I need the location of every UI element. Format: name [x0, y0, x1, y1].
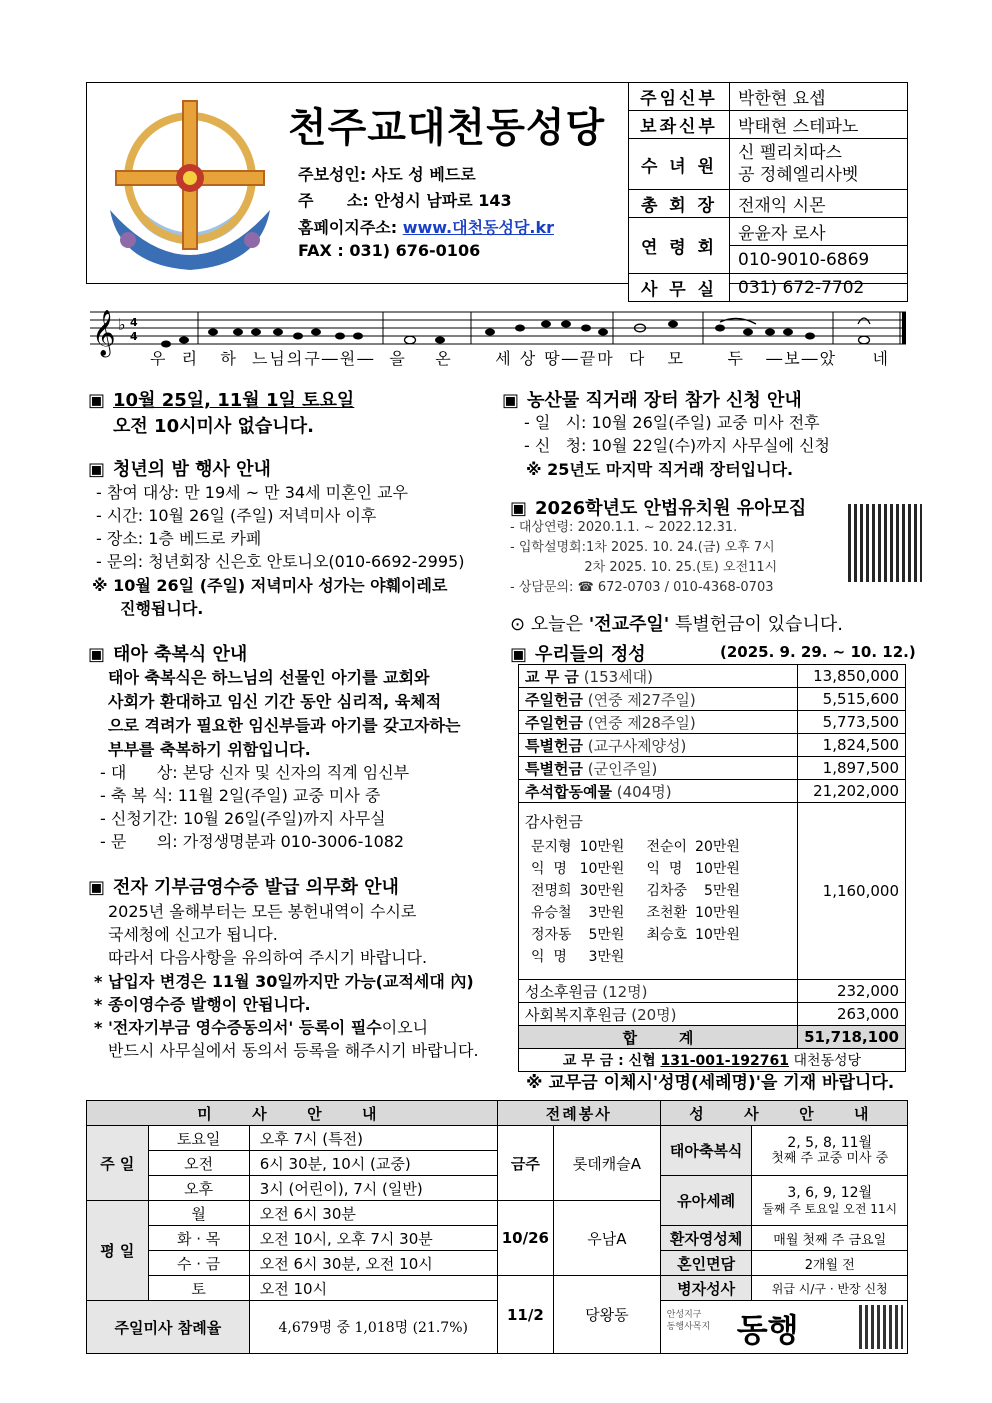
receipt-title-text: 전자 기부금영수증 발급 의무화 안내	[113, 877, 399, 898]
offering-label: 교 무 금	[525, 667, 579, 686]
offering-value: 5,773,500	[798, 711, 906, 734]
kindergarten-item: - 대상연령: 2020.1.1. ~ 2022.12.31.	[510, 520, 738, 535]
homepage-label: 홈페이지주소:	[298, 218, 398, 237]
sacrament-info: 매월 첫째 주 금요일	[752, 1226, 908, 1251]
donor-amount: 20만원	[695, 838, 740, 855]
notice1-line: 오전 10시미사 없습니다.	[113, 416, 314, 437]
farm-market-title	[502, 386, 802, 412]
homepage-line	[298, 215, 554, 238]
offering-sub: (12명)	[602, 982, 648, 1001]
staff-name-line: 신 펠리치따스	[738, 143, 842, 163]
fetal-blessing-line: 부부를 축복하기 위함입니다.	[108, 740, 311, 759]
donor-amount: 10만원	[579, 838, 625, 855]
fetal-blessing-items	[100, 761, 409, 853]
hymn-lyrics: 우 리 하 느님의구―원― 을 온 세 상 땅―끝마 다 모 두 ―보―았 네	[150, 349, 891, 368]
patron-value: 사도 성 베드로	[371, 165, 476, 184]
attendance-row	[87, 1301, 908, 1354]
staff-role: 주임신부	[629, 83, 730, 111]
receipt-line: 2025년 올해부터는 모든 봉헌내역이 수시로	[108, 902, 417, 921]
staff-name: 윤윤자 로사	[730, 218, 908, 246]
mission-sunday-post: 특별헌금이 있습니다.	[669, 614, 843, 635]
serve-header: 전례봉사	[497, 1101, 660, 1126]
fetal-blessing-line: 으로 격려가 필요한 임신부들과 아기를 갖고자하는	[108, 716, 461, 735]
logo-qr-code[interactable]	[859, 1305, 903, 1349]
thanks-offering-row	[519, 803, 906, 980]
farm-market-item: - 신 청: 10월 22일(수)까지 사무실에 신청	[524, 436, 830, 455]
receipt-desc	[108, 900, 427, 969]
parish-emblem	[100, 90, 280, 275]
patron-line	[298, 162, 476, 185]
donor-row	[531, 858, 740, 880]
mass-time: 오전 6시 30분, 오전 10시	[249, 1251, 497, 1276]
kindergarten-item: - 상담문의: ☎ 672-0703 / 010-4368-0703	[510, 580, 774, 595]
youth-night-note: ※ 10월 26일 (주일) 저녁미사 성가는 야훼이레로	[92, 576, 448, 595]
receipt-title	[88, 873, 399, 899]
offering-total-label: 합 계	[519, 1026, 798, 1049]
offering-label: 사회복지후원금	[525, 1005, 627, 1024]
donor-amount: 10만원	[579, 860, 625, 877]
mission-sunday-notice	[510, 610, 843, 636]
donor-name: 조천환	[646, 904, 688, 921]
sacrament-info: 2개월 전	[752, 1251, 908, 1276]
serve-week: 10/26	[497, 1201, 553, 1276]
sacrament-name: 태아축복식	[660, 1126, 752, 1176]
offering-label: 성소후원금	[525, 982, 598, 1001]
mass-row	[87, 1226, 908, 1251]
donor-amount: 3만원	[588, 948, 625, 965]
youth-night-item: - 문의: 청년회장 신은호 안토니오(010-6692-2995)	[96, 552, 465, 571]
staff-row	[629, 218, 908, 246]
mission-sunday-pre: ⊙ 오늘은	[510, 614, 589, 635]
offering-sub: (군인주일)	[587, 759, 658, 778]
sacrament-name: 환자영성체	[660, 1226, 752, 1251]
offering-label: 특별헌금	[525, 736, 583, 755]
offering-sub: (153세대)	[583, 667, 654, 686]
mass-time: 오전 6시 30분	[249, 1201, 497, 1226]
svg-text:4: 4	[130, 316, 138, 329]
sacrament-info-line: 2, 5, 8, 11월	[787, 1134, 873, 1151]
staff-role: 보좌신부	[629, 111, 730, 139]
offerings-period: (2025. 9. 29. ~ 10. 12.)	[720, 643, 916, 661]
youth-night-item: - 장소: 1층 베드로 카페	[96, 529, 262, 548]
thanks-offering-cell	[519, 803, 798, 980]
staff-row	[629, 190, 908, 218]
fetal-blessing-title-text: 태아 축복식 안내	[113, 644, 248, 665]
donor-row	[531, 836, 740, 858]
donor-name: 익 명	[646, 860, 683, 877]
mass-time: 오전 10시, 오후 7시 30분	[249, 1226, 497, 1251]
mass-time: 오전 10시	[249, 1276, 497, 1301]
staff-name: 박한현 요셉	[730, 83, 908, 111]
notice1-title-text: 10월 25일, 11월 1일 토요일	[113, 390, 355, 411]
offering-label: 특별헌금	[525, 759, 583, 778]
attendance-value: 4,679명 중 1,018명 (21.7%)	[249, 1301, 497, 1354]
notice1-title	[88, 386, 354, 412]
svg-text:♭: ♭	[118, 315, 126, 334]
serve-team: 우남A	[553, 1201, 660, 1276]
youth-night-title	[88, 455, 271, 481]
staff-table	[628, 82, 908, 302]
mass-time: 오후 7시 (특전)	[249, 1126, 497, 1151]
donor-name	[646, 946, 695, 968]
offering-sub: (20명)	[631, 1005, 677, 1024]
svg-text:𝄞: 𝄞	[92, 310, 116, 356]
sacrament-info	[752, 1176, 908, 1226]
receipt-line: 따라서 다음사항을 유의하여 주시기 바랍니다.	[108, 948, 428, 967]
donor-name: 문지형	[531, 838, 572, 855]
mass-row	[87, 1276, 908, 1301]
offering-row	[519, 1003, 906, 1026]
fax-line: FAX : 031) 676-0106	[298, 241, 481, 260]
youth-night-note2: 진행됩니다.	[120, 599, 204, 618]
offering-row	[519, 980, 906, 1003]
offering-sub: (교구사제양성)	[587, 736, 687, 755]
offering-total-row	[519, 1026, 906, 1049]
thanks-offering-value: 1,160,000	[798, 803, 906, 980]
receipt-bullet: * 납입자 변경은 11월 30일까지만 가능(교적세대 內)	[94, 972, 474, 991]
thanks-offering-label: 감사헌금	[525, 813, 583, 831]
donghaeng-logo	[660, 1301, 907, 1354]
address-label: 주 소:	[298, 191, 369, 210]
parish-title: 천주교대천동성당	[288, 105, 606, 151]
serve-week: 금주	[497, 1126, 553, 1201]
donor-amount: 10만원	[695, 860, 740, 877]
sacrament-info-line: 둘째 주 토요일 오전 11시	[762, 1201, 898, 1216]
youth-night-title-text: 청년의 밤 행사 안내	[113, 459, 271, 480]
receipt-bullets	[94, 970, 479, 1062]
mass-row	[87, 1251, 908, 1276]
mass-row	[87, 1126, 908, 1151]
fetal-blessing-item: - 대 상: 본당 신자 및 신자의 직계 임신부	[100, 763, 410, 782]
mission-sunday-bold: '전교주일'	[588, 614, 670, 635]
donor-name: 김차중	[646, 882, 688, 899]
account-note: ※ 교무금 이체시'성명(세례명)'을 기재 바랍니다.	[526, 1073, 895, 1093]
donor-amount: 30만원	[579, 882, 625, 899]
donor-amount	[695, 946, 740, 968]
mass-time: 6시 30분, 10시 (교중)	[249, 1151, 497, 1176]
kindergarten-title-text: 2026학년도 안법유치원 유아모집	[535, 498, 807, 519]
account-label: 교 무 금 : 신협	[562, 1053, 661, 1069]
staff-name	[730, 139, 908, 190]
donor-name: 익 명	[531, 948, 567, 965]
offering-row	[519, 688, 906, 711]
offering-value: 21,202,000	[798, 780, 906, 803]
farm-market-item: - 일 시: 10월 26일(주일) 교중 미사 전후	[524, 413, 820, 432]
mass-time: 3시 (어린이), 7시 (일반)	[249, 1176, 497, 1201]
donor-name: 전명희	[531, 882, 572, 899]
offering-value: 5,515,600	[798, 688, 906, 711]
offering-label: 주일헌금	[525, 690, 583, 709]
donor-amount: 5만원	[588, 926, 625, 943]
schedule-table	[86, 1100, 908, 1354]
farm-market-title-text: 농산물 직거래 장터 참가 신청 안내	[527, 390, 802, 411]
donor-row	[531, 880, 740, 902]
donor-amount: 10만원	[695, 904, 740, 921]
weekday-label: 평 일	[87, 1201, 149, 1301]
sacrament-name: 병자성사	[660, 1276, 752, 1301]
receipt-bullet-bold: * '전자기부금 영수증동의서' 등록이 필수	[94, 1018, 382, 1037]
kindergarten-title	[510, 494, 806, 520]
address-line	[298, 188, 512, 211]
kindergarten-item: 2차 2025. 10. 25.(토) 오전11시	[510, 560, 778, 575]
donor-name: 유승철	[531, 904, 572, 921]
donor-name: 정자동	[531, 926, 572, 943]
staff-name: 031) 672-7702	[730, 274, 908, 302]
farm-market-note: ※ 25년도 마지막 직거래 장터입니다.	[526, 460, 794, 479]
offering-sub: (연중 제28주일)	[587, 713, 696, 732]
youth-night-items	[96, 481, 464, 573]
sunday-label: 주 일	[87, 1126, 149, 1201]
fetal-blessing-desc	[108, 666, 460, 762]
fetal-blessing-item: - 축 복 식: 11월 2일(주일) 교중 미사 중	[100, 786, 381, 805]
donor-row	[531, 902, 740, 924]
logo-caption-line: 안성지구	[666, 1310, 702, 1320]
donor-row	[531, 924, 740, 946]
mass-day: 화 · 목	[148, 1226, 249, 1251]
donor-amount: 5만원	[703, 882, 740, 899]
homepage-link[interactable]: www.대천동성당.kr	[402, 218, 555, 237]
offering-row	[519, 734, 906, 757]
offering-row	[519, 711, 906, 734]
offering-sub: (연중 제27주일)	[587, 690, 696, 709]
sacrament-info: 위급 시/구 · 반장 신청	[752, 1276, 908, 1301]
receipt-bullet	[94, 1016, 479, 1039]
offerings-table	[518, 664, 906, 1072]
logo-caption-line: 동행사목지	[666, 1322, 711, 1332]
donor-amount: 3만원	[588, 904, 625, 921]
sacrament-header: 성 사 안 내	[660, 1101, 907, 1126]
fetal-blessing-item: - 문 의: 가정생명분과 010-3006-1082	[100, 832, 405, 851]
staff-row	[629, 111, 908, 139]
staff-phone: 010-9010-6869	[730, 246, 908, 274]
receipt-bullet-tail: 이오니	[381, 1018, 429, 1037]
mass-row	[87, 1176, 908, 1201]
mass-day: 월	[148, 1201, 249, 1226]
offering-total-value: 51,718,100	[798, 1026, 906, 1049]
mass-day: 토	[148, 1276, 249, 1301]
offering-value: 263,000	[798, 1003, 906, 1026]
offering-value: 232,000	[798, 980, 906, 1003]
youth-night-item: - 참여 대상: 만 19세 ~ 만 34세 미혼인 교우	[96, 483, 408, 502]
fetal-blessing-line: 태아 축복식은 하느님의 선물인 아기를 교회와	[108, 668, 430, 687]
fetal-blessing-title	[88, 640, 247, 666]
offering-row	[519, 757, 906, 780]
offering-label: 주일헌금	[525, 713, 583, 732]
mass-day: 오후	[148, 1176, 249, 1201]
attendance-label: 주일미사 참례율	[87, 1301, 250, 1354]
address-value: 안성시 남파로 143	[374, 191, 512, 210]
donor-amount: 10만원	[695, 926, 740, 943]
kindergarten-items	[510, 518, 777, 598]
sacrament-info-line: 첫째 주 교중 미사 중	[771, 1150, 889, 1166]
sacrament-name: 혼인면담	[660, 1251, 752, 1276]
offering-value: 1,897,500	[798, 757, 906, 780]
offering-value: 1,824,500	[798, 734, 906, 757]
svg-text:4: 4	[130, 330, 138, 343]
sacrament-name: 유아세례	[660, 1176, 752, 1226]
logo-caption	[667, 1309, 710, 1333]
mass-day: 오전	[148, 1151, 249, 1176]
account-name: 대천동성당	[789, 1053, 862, 1069]
offerings-title	[510, 640, 646, 666]
serve-team: 당왕동	[553, 1276, 660, 1354]
mass-header: 미 사 안 내	[87, 1101, 498, 1126]
staff-name-line: 공 정혜엘리사벳	[738, 165, 859, 185]
fetal-blessing-line: 사회가 환대하고 임신 기간 동안 심리적, 육체적	[108, 692, 442, 711]
donor-row	[531, 946, 740, 968]
fetal-blessing-item: - 신청기간: 10월 26일(주일)까지 사무실	[100, 809, 386, 828]
offering-row	[519, 665, 906, 688]
donor-name: 익 명	[531, 860, 567, 877]
receipt-bullet: * 종이영수증 발행이 안됩니다.	[94, 995, 311, 1014]
donor-list	[531, 836, 740, 968]
offering-row	[519, 780, 906, 803]
offering-label: 추석합동예물	[525, 782, 612, 801]
offering-sub: (404명)	[616, 782, 672, 801]
receipt-bullet: 반드시 사무실에서 동의서 등록을 해주시기 바랍니다.	[108, 1041, 479, 1060]
serve-team: 롯데캐슬A	[553, 1126, 660, 1201]
schedule-head-row	[87, 1101, 908, 1126]
patron-label: 주보성인:	[298, 165, 367, 184]
serve-week: 11/2	[497, 1276, 553, 1354]
staff-role: 사 무 실	[629, 274, 730, 302]
mass-day: 수 · 금	[148, 1251, 249, 1276]
receipt-line: 국세청에 신고가 됩니다.	[108, 925, 278, 944]
staff-role: 연 령 회	[629, 218, 730, 274]
offerings-title-text: 우리들의 정성	[535, 644, 646, 665]
kindergarten-qr-code[interactable]	[848, 504, 922, 582]
youth-night-item: - 시간: 10월 26일 (주일) 저녁미사 이후	[96, 506, 377, 525]
staff-name: 전재익 시몬	[730, 190, 908, 218]
offering-value: 13,850,000	[798, 665, 906, 688]
staff-row	[629, 139, 908, 190]
donor-name: 최승호	[646, 926, 688, 943]
sacrament-info-line: 3, 6, 9, 12월	[787, 1184, 873, 1201]
account-number: 131-001-192761	[660, 1053, 790, 1069]
staff-role: 총 회 장	[629, 190, 730, 218]
staff-role: 수 녀 원	[629, 139, 730, 190]
donor-name: 전순이	[646, 838, 688, 855]
staff-row	[629, 83, 908, 111]
kindergarten-item: - 입학설명회:1차 2025. 10. 24.(금) 오후 7시	[510, 540, 775, 555]
farm-market-items	[524, 411, 830, 457]
mass-day: 토요일	[148, 1126, 249, 1151]
staff-name: 박태현 스테파노	[730, 111, 908, 139]
logo-brush-text: 동행	[736, 1311, 799, 1349]
sacrament-info	[752, 1126, 908, 1176]
